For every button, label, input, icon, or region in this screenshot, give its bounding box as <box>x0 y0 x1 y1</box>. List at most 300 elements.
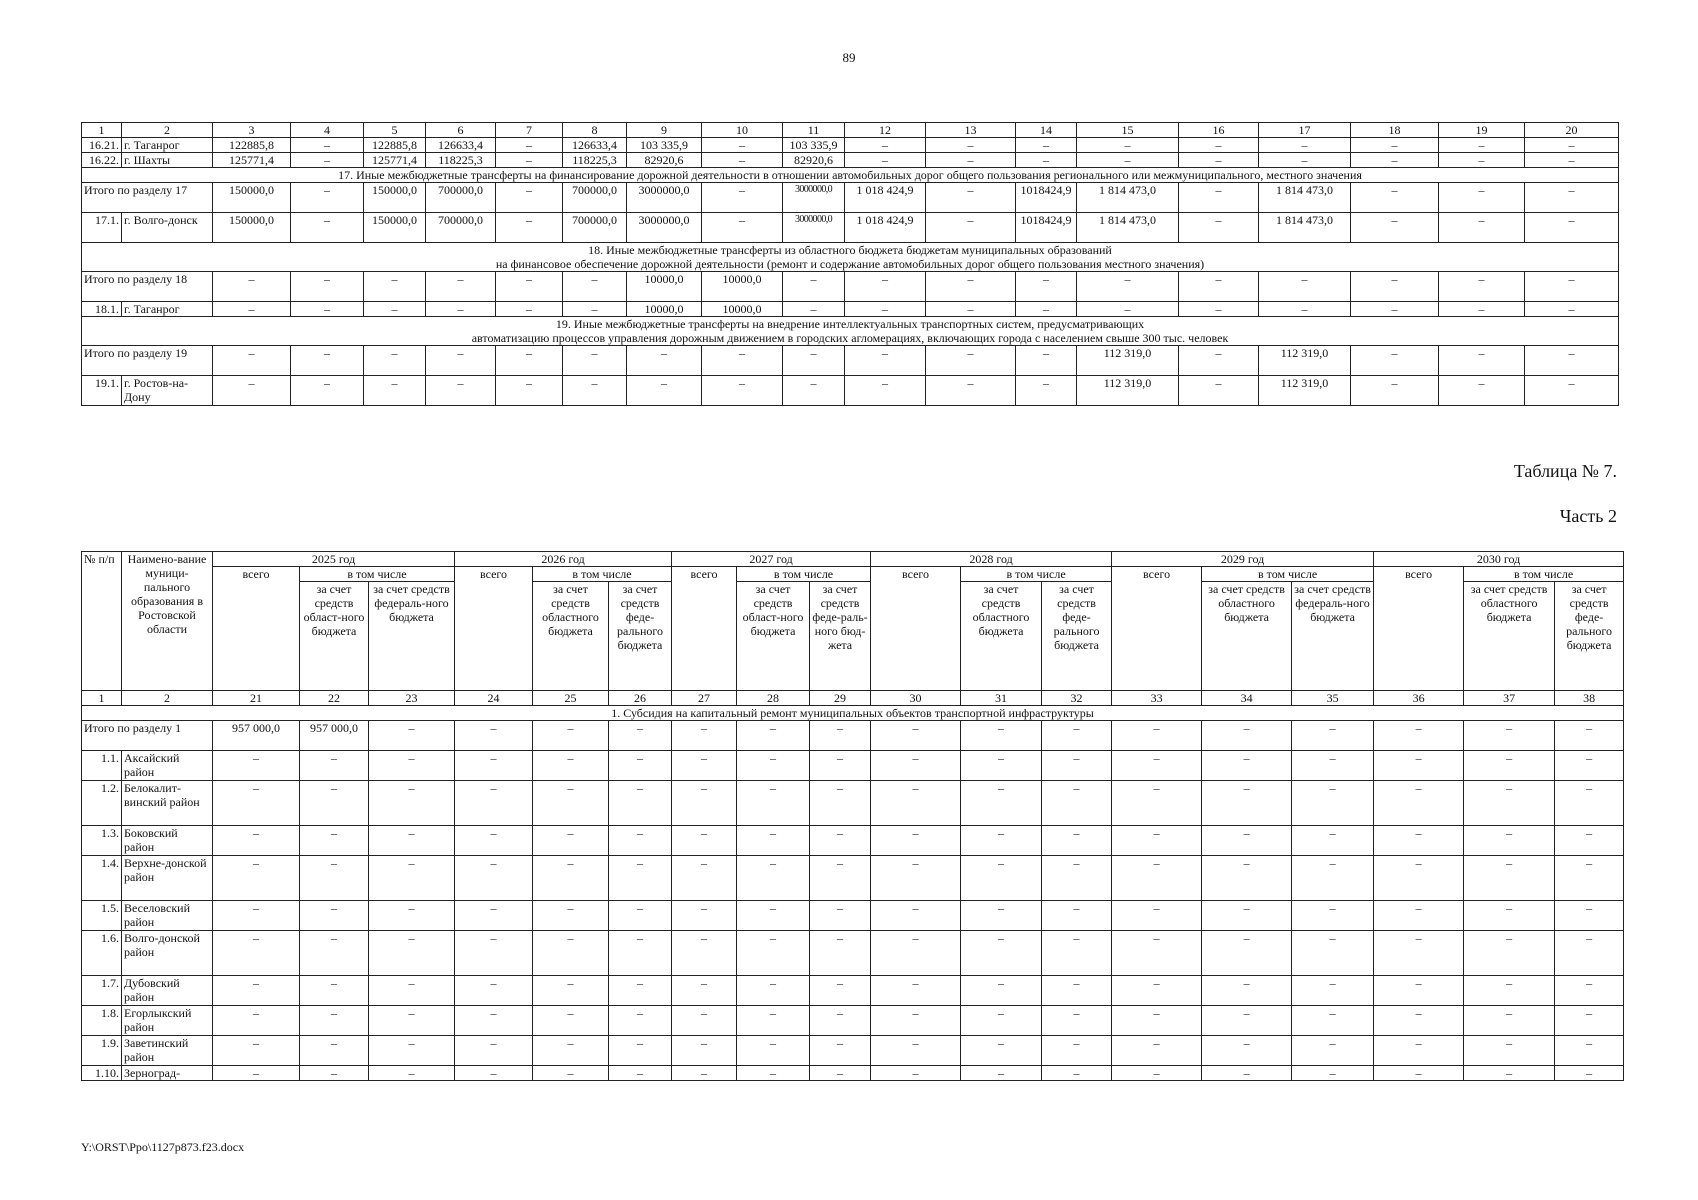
value-cell: – <box>702 346 783 376</box>
column-number: 2 <box>122 691 213 706</box>
column-number: 30 <box>871 691 961 706</box>
value-cell: – <box>1439 346 1525 376</box>
section-header-row <box>82 243 1619 272</box>
value-cell: – <box>1374 856 1464 901</box>
value-cell: – <box>213 1006 300 1036</box>
value-cell: – <box>1112 931 1202 976</box>
column-number: 33 <box>1112 691 1202 706</box>
value-cell: – <box>1464 781 1555 826</box>
value-cell: – <box>1555 1066 1624 1081</box>
value-cell: – <box>1202 781 1292 826</box>
value-cell: – <box>1439 138 1525 153</box>
value-cell: – <box>737 751 810 781</box>
value-cell: – <box>1525 138 1619 153</box>
value-cell: 122885,8 <box>364 138 426 153</box>
section-title <box>82 706 1624 721</box>
value-cell: – <box>455 781 533 826</box>
file-path-footer: Y:\ORST\Ppo\1127p873.f23.docx <box>81 1140 245 1154</box>
section-title-line: 17. Иные межбюджетные трансферты на финансирование дорожной деятельности в отношении автомобильных дорог общего пользования регионального или межмуниципального, местного значения <box>338 168 1362 182</box>
value-cell: 3000000,0 <box>783 213 845 243</box>
value-cell: – <box>496 213 563 243</box>
value-cell: – <box>533 1036 609 1066</box>
value-cell: – <box>1374 1006 1464 1036</box>
column-number: 18 <box>1351 123 1439 138</box>
federal-budget-header: за счет средств федераль-ного бюджета <box>1292 582 1374 691</box>
value-cell: – <box>300 781 369 826</box>
value-cell: 700000,0 <box>426 183 496 213</box>
value-cell: – <box>300 931 369 976</box>
value-cell: – <box>702 153 783 168</box>
value-cell: – <box>1112 976 1202 1006</box>
value-cell: – <box>609 751 672 781</box>
value-cell: – <box>810 1006 871 1036</box>
value-cell: 3000000,0 <box>783 183 845 213</box>
section-title-line: 1. Субсидия на капитальный ремонт муниципальных объектов транспортной инфраструктуры <box>611 706 1094 720</box>
value-cell: – <box>213 856 300 901</box>
row-name: г. Таганрог <box>122 138 213 153</box>
value-cell: – <box>300 826 369 856</box>
value-cell: – <box>1179 213 1259 243</box>
value-cell: – <box>426 272 496 302</box>
value-cell: – <box>533 1066 609 1081</box>
value-cell: – <box>369 781 455 826</box>
value-cell: – <box>455 856 533 901</box>
value-cell: – <box>1202 1006 1292 1036</box>
value-cell: – <box>926 213 1016 243</box>
value-cell: – <box>871 856 961 901</box>
column-number: 25 <box>533 691 609 706</box>
federal-budget-header: за счет средств феде-раль-ного бюд-жета <box>810 582 871 691</box>
value-cell: – <box>1464 1006 1555 1036</box>
value-cell: – <box>1042 856 1112 901</box>
table-row <box>82 721 1624 751</box>
including-header: в том числе <box>533 567 672 582</box>
value-cell: – <box>426 302 496 317</box>
value-cell: – <box>1464 721 1555 751</box>
value-cell: – <box>871 826 961 856</box>
value-cell: 957 000,0 <box>300 721 369 751</box>
value-cell: – <box>1555 781 1624 826</box>
value-cell: 103 335,9 <box>627 138 702 153</box>
federal-budget-header: за счет средств феде-рального бюджета <box>1555 582 1624 691</box>
value-cell: – <box>1292 826 1374 856</box>
value-cell: 1 018 424,9 <box>845 213 926 243</box>
value-cell: – <box>737 826 810 856</box>
total-header: всего <box>672 567 737 691</box>
row-name: Аксайский район <box>122 751 213 781</box>
column-number: 10 <box>702 123 783 138</box>
value-cell: – <box>364 302 426 317</box>
value-cell: – <box>672 931 737 976</box>
value-cell: – <box>810 751 871 781</box>
value-cell: – <box>1042 751 1112 781</box>
value-cell: – <box>1202 1036 1292 1066</box>
value-cell: – <box>783 346 845 376</box>
value-cell: – <box>702 183 783 213</box>
row-number: 16.21. <box>82 138 122 153</box>
value-cell: – <box>1555 901 1624 931</box>
row-name: Итого по разделу 19 <box>82 346 213 376</box>
value-cell: – <box>1555 976 1624 1006</box>
value-cell: – <box>845 302 926 317</box>
section-title-line: на финансовое обеспечение дорожной деятельности (ремонт и содержание автомобильных дорог общего пользования местного значения) <box>495 257 1205 271</box>
value-cell: – <box>496 346 563 376</box>
value-cell: – <box>871 1006 961 1036</box>
value-cell: – <box>1351 213 1439 243</box>
value-cell: – <box>1464 1066 1555 1081</box>
value-cell: – <box>300 751 369 781</box>
value-cell: – <box>1112 781 1202 826</box>
value-cell: – <box>1179 376 1259 406</box>
value-cell: – <box>213 376 291 406</box>
table-row <box>82 1006 1624 1036</box>
value-cell: – <box>810 826 871 856</box>
value-cell: – <box>1555 826 1624 856</box>
value-cell: 1018424,9 <box>1016 183 1077 213</box>
total-header: всего <box>455 567 533 691</box>
value-cell: – <box>1016 272 1077 302</box>
table-row <box>82 931 1624 976</box>
value-cell: – <box>455 976 533 1006</box>
column-number: 36 <box>1374 691 1464 706</box>
row-number: 1.3. <box>82 826 122 856</box>
including-header: в том числе <box>1202 567 1374 582</box>
value-cell: – <box>1016 153 1077 168</box>
year-header-row <box>82 552 1624 567</box>
value-cell: – <box>1464 856 1555 901</box>
table-part-label: Часть 2 <box>1559 506 1617 526</box>
row-name: Итого по разделу 1 <box>82 721 213 751</box>
value-cell: – <box>672 976 737 1006</box>
value-cell: – <box>845 346 926 376</box>
row-number: 1.7. <box>82 976 122 1006</box>
year-header: 2027 год <box>672 552 871 567</box>
value-cell: – <box>672 781 737 826</box>
value-cell: – <box>300 1036 369 1066</box>
value-cell: – <box>1179 346 1259 376</box>
value-cell: – <box>1525 302 1619 317</box>
table-title: Таблица № 7. <box>1513 461 1617 481</box>
value-cell: 700000,0 <box>563 183 627 213</box>
value-cell: – <box>672 856 737 901</box>
value-cell: 10000,0 <box>702 272 783 302</box>
row-name: г. Таганрог <box>122 302 213 317</box>
value-cell: – <box>1439 213 1525 243</box>
value-cell: – <box>702 376 783 406</box>
value-cell: – <box>455 1066 533 1081</box>
column-number: 4 <box>291 123 364 138</box>
column-number: 29 <box>810 691 871 706</box>
table-row <box>82 138 1619 153</box>
table-row <box>82 376 1619 406</box>
value-cell: – <box>563 346 627 376</box>
value-cell: – <box>369 1006 455 1036</box>
value-cell: 125771,4 <box>213 153 291 168</box>
column-number: 34 <box>1202 691 1292 706</box>
column-number: 17 <box>1259 123 1351 138</box>
value-cell: – <box>961 1036 1042 1066</box>
value-cell: – <box>1259 153 1351 168</box>
value-cell: – <box>1112 901 1202 931</box>
table-row <box>82 856 1624 901</box>
value-cell: – <box>1555 931 1624 976</box>
value-cell: – <box>1439 183 1525 213</box>
row-name: Заветинский район <box>122 1036 213 1066</box>
value-cell: – <box>1202 721 1292 751</box>
value-cell: – <box>533 901 609 931</box>
value-cell: – <box>1202 1066 1292 1081</box>
table-row <box>82 153 1619 168</box>
value-cell: – <box>1042 901 1112 931</box>
table-row <box>82 213 1619 243</box>
section-title-line: 19. Иные межбюджетные трансферты на внедрение интеллектуальных транспортных систем, предусматривающих <box>555 317 1145 331</box>
value-cell: – <box>1202 901 1292 931</box>
column-number: 14 <box>1016 123 1077 138</box>
column-number: 5 <box>364 123 426 138</box>
value-cell: – <box>1016 138 1077 153</box>
column-number: 20 <box>1525 123 1619 138</box>
row-name: Волго-донской район <box>122 931 213 976</box>
value-cell: – <box>1292 1066 1374 1081</box>
value-cell: – <box>533 976 609 1006</box>
value-cell: – <box>926 138 1016 153</box>
row-number: 18.1. <box>82 302 122 317</box>
value-cell: – <box>291 376 364 406</box>
row-name: г. Ростов-на-Дону <box>122 376 213 406</box>
value-cell: – <box>1112 1006 1202 1036</box>
value-cell: 10000,0 <box>627 272 702 302</box>
value-cell: 10000,0 <box>627 302 702 317</box>
value-cell: – <box>369 856 455 901</box>
value-cell: – <box>1179 138 1259 153</box>
table-row <box>82 183 1619 213</box>
value-cell: 126633,4 <box>426 138 496 153</box>
value-cell: – <box>1292 931 1374 976</box>
year-header: 2030 год <box>1374 552 1624 567</box>
value-cell: – <box>737 976 810 1006</box>
value-cell: – <box>1525 346 1619 376</box>
value-cell: – <box>1202 976 1292 1006</box>
value-cell: – <box>1464 826 1555 856</box>
column-number: 24 <box>455 691 533 706</box>
value-cell: – <box>1042 1036 1112 1066</box>
row-name: Дубовский район <box>122 976 213 1006</box>
value-cell: 150000,0 <box>364 213 426 243</box>
value-cell: – <box>1259 302 1351 317</box>
value-cell: – <box>1202 931 1292 976</box>
value-cell: – <box>213 931 300 976</box>
value-cell: – <box>871 1066 961 1081</box>
value-cell: 700000,0 <box>563 213 627 243</box>
value-cell: – <box>1374 826 1464 856</box>
value-cell: – <box>1112 721 1202 751</box>
value-cell: 1 018 424,9 <box>845 183 926 213</box>
value-cell: – <box>1525 183 1619 213</box>
row-number: 17.1. <box>82 213 122 243</box>
value-cell: – <box>1351 272 1439 302</box>
value-cell: – <box>737 901 810 931</box>
value-cell: – <box>563 272 627 302</box>
value-cell: – <box>1179 153 1259 168</box>
value-cell: – <box>1555 751 1624 781</box>
value-cell: – <box>1112 1036 1202 1066</box>
value-cell: 957 000,0 <box>213 721 300 751</box>
value-cell: 122885,8 <box>213 138 291 153</box>
value-cell: – <box>1042 976 1112 1006</box>
value-cell: – <box>496 183 563 213</box>
table-row <box>82 976 1624 1006</box>
subheader-row <box>82 567 1624 582</box>
column-number: 3 <box>213 123 291 138</box>
value-cell: – <box>737 1006 810 1036</box>
column-number: 19 <box>1439 123 1525 138</box>
value-cell: – <box>369 901 455 931</box>
including-header: в том числе <box>1464 567 1624 582</box>
row-number: 1.4. <box>82 856 122 901</box>
value-cell: – <box>1179 272 1259 302</box>
value-cell: 1018424,9 <box>1016 213 1077 243</box>
table-row <box>82 346 1619 376</box>
total-header: всего <box>1112 567 1202 691</box>
value-cell: – <box>737 721 810 751</box>
row-name: Боковский район <box>122 826 213 856</box>
table-row <box>82 272 1619 302</box>
value-cell: – <box>300 976 369 1006</box>
regional-budget-header: за счет средств областного бюджета <box>1202 582 1292 691</box>
regional-budget-header: за счет средств област-ного бюджета <box>300 582 369 691</box>
value-cell: – <box>672 826 737 856</box>
value-cell: – <box>737 1066 810 1081</box>
value-cell: – <box>737 1036 810 1066</box>
value-cell: 150000,0 <box>213 183 291 213</box>
value-cell: – <box>1292 856 1374 901</box>
column-number: 1 <box>82 123 122 138</box>
value-cell: – <box>737 856 810 901</box>
row-number: 1.9. <box>82 1036 122 1066</box>
row-number: 1.8. <box>82 1006 122 1036</box>
value-cell: – <box>1374 1066 1464 1081</box>
value-cell: 112 319,0 <box>1077 376 1179 406</box>
value-cell: – <box>213 751 300 781</box>
value-cell: – <box>609 976 672 1006</box>
value-cell: – <box>926 302 1016 317</box>
value-cell: – <box>1439 376 1525 406</box>
value-cell: – <box>455 751 533 781</box>
value-cell: – <box>961 1006 1042 1036</box>
value-cell: – <box>496 138 563 153</box>
row-number: 1.1. <box>82 751 122 781</box>
value-cell: – <box>1555 1006 1624 1036</box>
value-cell: – <box>871 781 961 826</box>
value-cell: – <box>810 856 871 901</box>
value-cell: – <box>961 751 1042 781</box>
value-cell: – <box>926 376 1016 406</box>
column-number: 23 <box>369 691 455 706</box>
value-cell: – <box>1292 781 1374 826</box>
value-cell: – <box>426 376 496 406</box>
value-cell: – <box>672 1006 737 1036</box>
year-header: 2025 год <box>213 552 455 567</box>
value-cell: – <box>871 976 961 1006</box>
year-header: 2026 год <box>455 552 672 567</box>
value-cell: – <box>1077 138 1179 153</box>
budget-table-part-2 <box>81 551 1624 1081</box>
value-cell: – <box>702 213 783 243</box>
federal-budget-header: за счет средств феде-рального бюджета <box>609 582 672 691</box>
value-cell: – <box>1464 901 1555 931</box>
value-cell: – <box>496 302 563 317</box>
value-cell: – <box>783 376 845 406</box>
value-cell: 3000000,0 <box>627 213 702 243</box>
row-name: Егорлыкский район <box>122 1006 213 1036</box>
table-row <box>82 1036 1624 1066</box>
value-cell: 118225,3 <box>563 153 627 168</box>
value-cell: – <box>1292 1036 1374 1066</box>
value-cell: – <box>1374 1036 1464 1066</box>
value-cell: – <box>926 346 1016 376</box>
value-cell: – <box>871 751 961 781</box>
value-cell: – <box>300 1066 369 1081</box>
value-cell: – <box>291 302 364 317</box>
value-cell: – <box>609 931 672 976</box>
federal-budget-header: за счет средств федераль-ного бюджета <box>369 582 455 691</box>
value-cell: – <box>926 183 1016 213</box>
value-cell: – <box>871 1036 961 1066</box>
value-cell: – <box>1042 781 1112 826</box>
value-cell: – <box>1292 751 1374 781</box>
value-cell: – <box>1077 153 1179 168</box>
column-header-name: Наимено-вание муници-пального образования в Ростовской области <box>122 552 213 691</box>
value-cell: – <box>213 901 300 931</box>
value-cell: – <box>291 138 364 153</box>
value-cell: – <box>291 213 364 243</box>
column-number: 15 <box>1077 123 1179 138</box>
value-cell: – <box>213 302 291 317</box>
column-number: 35 <box>1292 691 1374 706</box>
year-header: 2029 год <box>1112 552 1374 567</box>
value-cell: – <box>702 138 783 153</box>
value-cell: – <box>369 931 455 976</box>
value-cell: – <box>533 856 609 901</box>
value-cell: – <box>1555 1036 1624 1066</box>
section-title-line: автоматизацию процессов управления дорожным движением в городских агломерациях, включающих города с населением свыше 300 тыс. человек <box>471 331 1229 345</box>
value-cell: – <box>1112 1066 1202 1081</box>
value-cell: – <box>1439 302 1525 317</box>
value-cell: – <box>213 826 300 856</box>
value-cell: 1 814 473,0 <box>1077 183 1179 213</box>
table-row <box>82 302 1619 317</box>
value-cell: – <box>364 272 426 302</box>
value-cell: – <box>455 721 533 751</box>
value-cell: 118225,3 <box>426 153 496 168</box>
value-cell: 1 814 473,0 <box>1259 213 1351 243</box>
table-row <box>82 1066 1624 1081</box>
value-cell: – <box>926 272 1016 302</box>
including-header: в том числе <box>961 567 1112 582</box>
table-row <box>82 826 1624 856</box>
including-header: в том числе <box>737 567 871 582</box>
value-cell: 1 814 473,0 <box>1259 183 1351 213</box>
value-cell: – <box>961 1066 1042 1081</box>
value-cell: – <box>961 856 1042 901</box>
regional-budget-header: за счет средств областного бюджета <box>1464 582 1555 691</box>
value-cell: – <box>300 1006 369 1036</box>
value-cell: – <box>1292 976 1374 1006</box>
value-cell: – <box>810 1066 871 1081</box>
row-number: 19.1. <box>82 376 122 406</box>
value-cell: – <box>627 376 702 406</box>
value-cell: – <box>426 346 496 376</box>
